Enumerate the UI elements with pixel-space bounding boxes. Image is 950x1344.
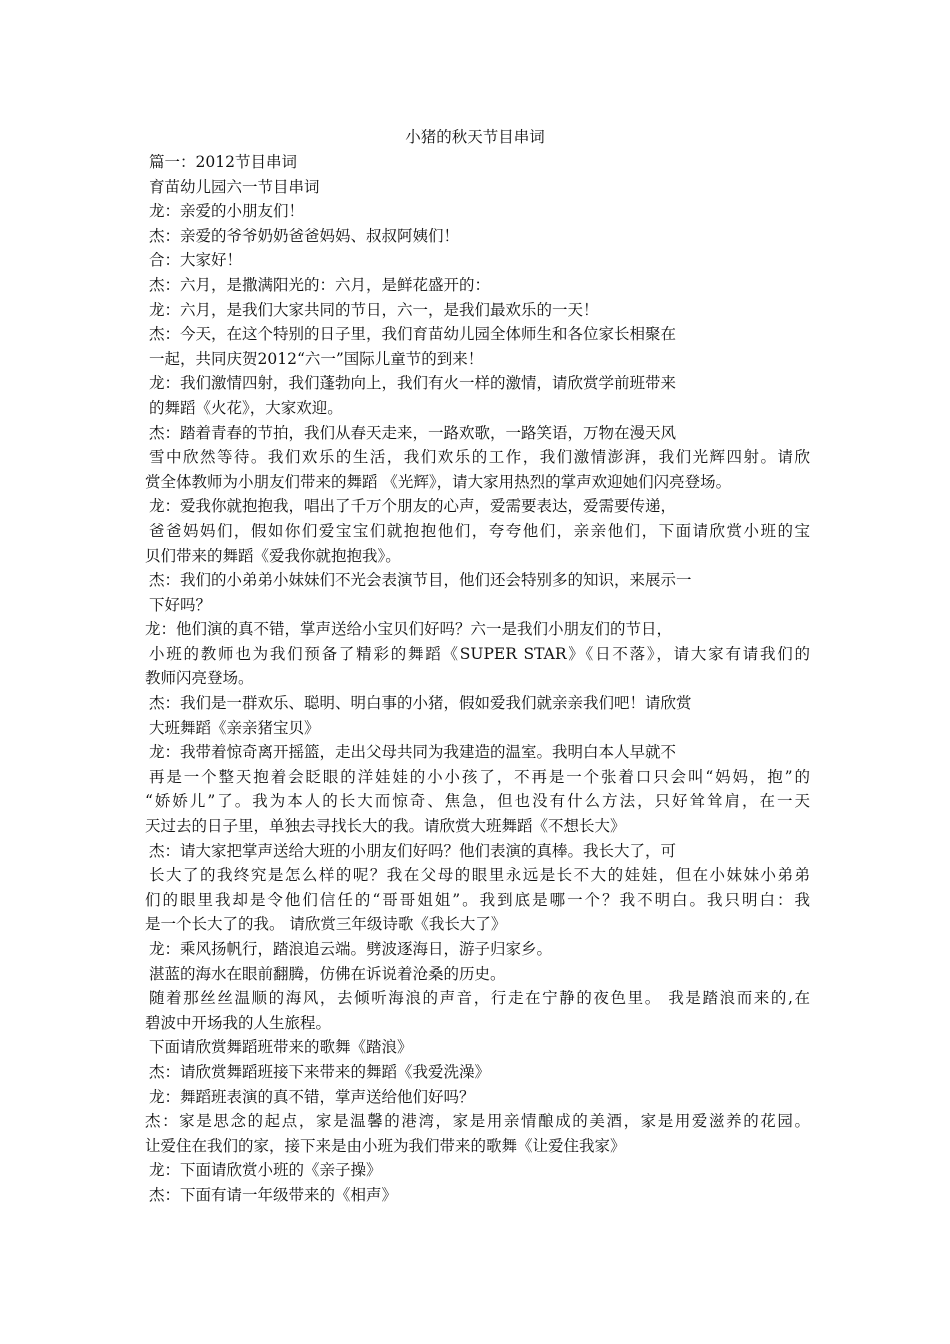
text-line: 龙：舞蹈班表演的真不错，掌声送给他们好吗？ [149,1087,475,1106]
text-line: 一起，共同庆贺2012“六一”国际儿童节的到来！ [149,349,484,368]
text-line: 再是一个整天抱着会眨眼的洋娃娃的小小孩了，不再是一个张着口只会叫“妈妈，抱”的 [149,767,810,786]
text-line: 杰：六月，是撒满阳光的：六月，是鲜花盛开的： [149,275,491,294]
text-line: 下面请欣赏舞蹈班带来的歌舞《踏浪》 [149,1038,413,1057]
text-line: 篇一：2012节目串词 [149,153,297,171]
text-line: 龙：我们激情四射，我们蓬勃向上，我们有火一样的激情，请欣赏学前班带来 [149,374,677,393]
text-line: 天过去的日子里，单独去寻找长大的我。请欣赏大班舞蹈《不想长大》 [145,817,626,836]
text-line: 杰：今天，在这个特别的日子里，我们育苗幼儿园全体师生和各位家长相聚在 [149,325,677,344]
text-line: 龙：我带着惊奇离开摇篮，走出父母共同为我建造的温室。我明白本人早就不 [149,743,677,762]
text-line: 杰：下面有请一年级带来的《相声》 [149,1185,398,1204]
text-line: 龙：亲爱的小朋友们！ [149,202,305,221]
text-line: 贝们带来的舞蹈《爱我你就抱抱我》。 [145,546,401,565]
document-body [145,150,810,1208]
text-line: 碧波中开场我的人生旅程。 [145,1013,332,1032]
text-line: 龙：乘风扬帆行，踏浪追云端。劈波逐海日，游子归家乡。 [149,940,553,958]
text-line: 龙：爱我你就抱抱我，唱出了千万个朋友的心声，爱需要表达，爱需要传递， [149,497,677,516]
text-line: 大班舞蹈《亲亲猪宝贝》 [149,718,320,737]
document-title: 小猪的秋天节目串词 [405,128,545,146]
text-line: 龙：下面请欣赏小班的《亲子操》 [149,1161,382,1180]
text-line: 雪中欣然等待。我们欢乐的生活，我们欢乐的工作，我们激情澎湃，我们光辉四射。请欣 [149,448,810,467]
text-line: 让爱住在我们的家，接下来是由小班为我们带来的歌舞《让爱住我家》 [145,1136,626,1155]
text-line: 杰：亲爱的爷爷奶奶爸爸妈妈、叔叔阿姨们！ [149,226,460,245]
text-line: 湛蓝的海水在眼前翻腾，仿佛在诉说着沧桑的历史。 [149,964,506,983]
text-line: 随着那丝丝温顺的海风，去倾听海浪的声音，行走在宁静的夜色里。 我是踏浪而来的,在 [149,989,810,1008]
text-line: 赏全体教师为小朋友们带来的舞蹈 《光辉》，请大家用热烈的掌声欢迎她们闪亮登场。 [145,472,732,491]
text-line: 杰：家是思念的起点，家是温馨的港湾，家是用亲情酿成的美酒，家是用爱滋养的花园。 [145,1112,810,1131]
text-line: 杰：踏着青春的节拍，我们从春天走来，一路欢歌，一路笑语，万物在漫天风 [149,423,677,442]
text-line: 是一个长大了的我。 请欣赏三年级诗歌《我长大了》 [145,915,507,934]
text-line: 龙：六月，是我们大家共同的节日，六一，是我们最欢乐的一天！ [149,300,599,319]
text-line: 杰：我们是一群欢乐、聪明、明白事的小猪，假如爱我们就亲亲我们吧！请欣赏 [149,694,692,713]
text-line: “娇娇儿”了。我为本人的长大而惊奇、焦急，但也没有什么方法，只好耸耸肩，在一天 [145,792,810,811]
text-line: 杰：请欣赏舞蹈班接下来带来的舞蹈《我爱洗澡》 [149,1062,491,1081]
text-line: 们的眼里我却是令他们信任的“哥哥姐姐”。我到底是哪一个？我不明白。我只明白：我 [145,890,810,909]
text-line: 合：大家好！ [149,251,243,270]
text-line: 长大了的我终究是怎么样的呢？我在父母的眼里永远是长不大的娃娃，但在小妹妹小弟弟 [149,866,810,885]
text-line: 爸爸妈妈们，假如你们爱宝宝们就抱抱他们，夸夸他们，亲亲他们，下面请欣赏小班的宝 [149,521,810,540]
text-line: 杰：我们的小弟弟小妹妹们不光会表演节目，他们还会特别多的知识，来展示一 [149,571,692,590]
text-line: 教师闪亮登场。 [145,669,254,688]
text-line: 下好吗？ [149,595,212,614]
text-line: 育苗幼儿园六一节目串词 [149,177,320,196]
text-line: 小班的教师也为我们预备了精彩的舞蹈《SUPER STAR》《日不落》，请大家有请我们的 [149,644,810,663]
text-line: 杰：请大家把掌声送给大班的小朋友们好吗？他们表演的真棒。我长大了，可 [149,841,677,860]
text-line: 龙：他们演的真不错，掌声送给小宝贝们好吗？六一是我们小朋友们的节日， [145,620,673,639]
text-line: 的舞蹈《火花》，大家欢迎。 [149,398,343,417]
